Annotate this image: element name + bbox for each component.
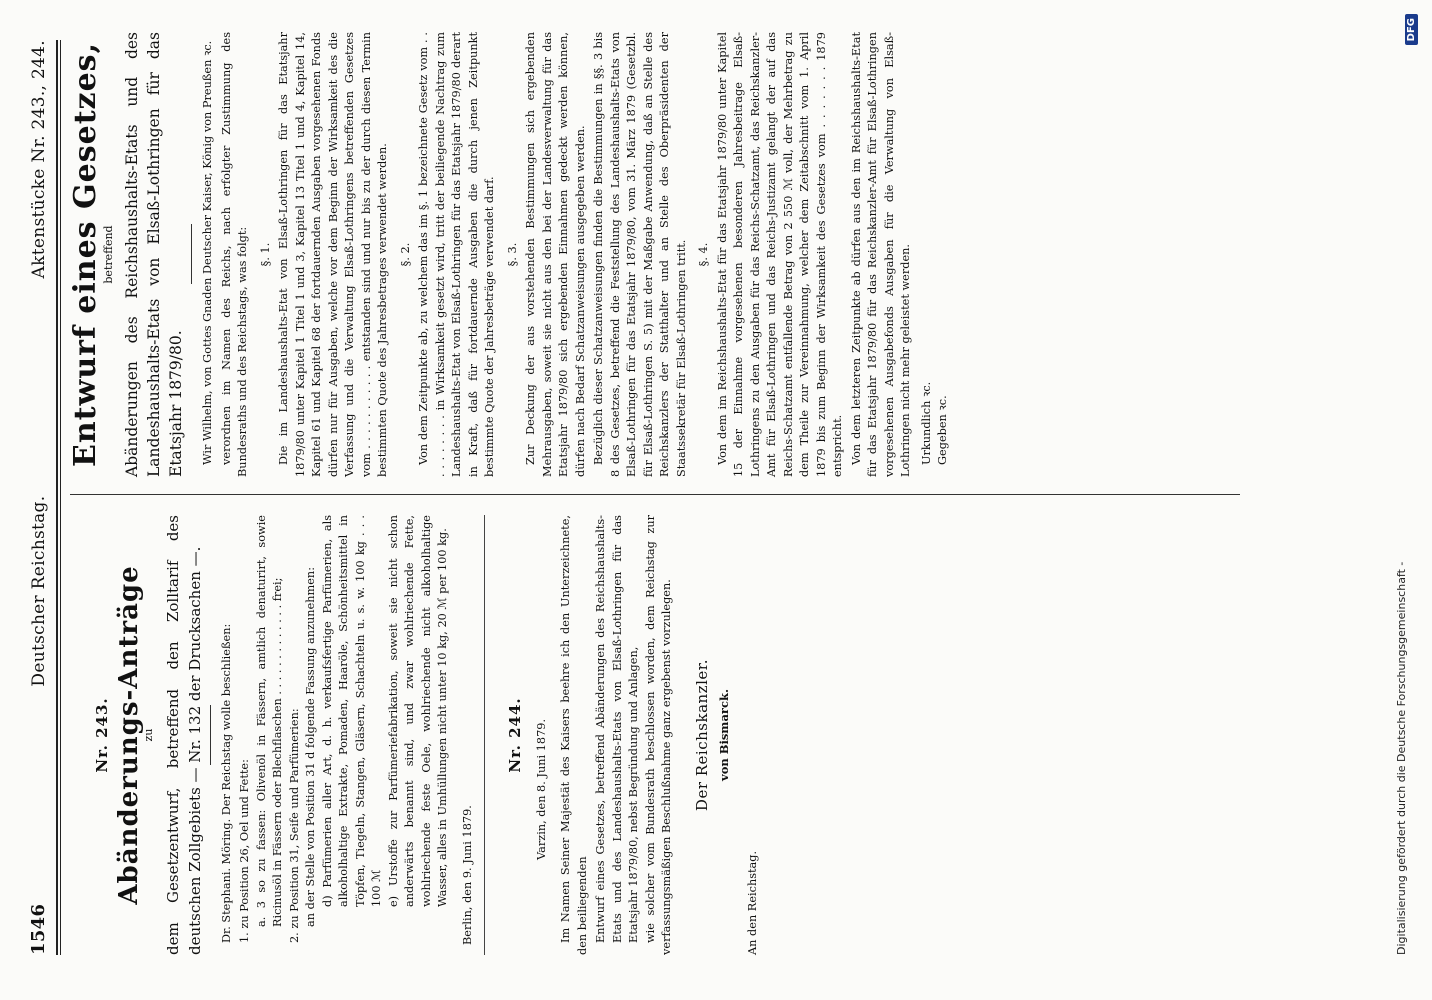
letter-paragraph-1: Im Namen Seiner Majestät des Kaisers beehre ich den Unterzeichnete, den beiliegenden	[559, 515, 589, 955]
section-1-text: Die im Landeshaushalts-Etat von Elsaß-Lothringen für das Etatsjahr 1879/80 unter Kapitel 1 Titel 1 und 3, Kapitel 13 Titel 1 und 4, Kapitel 14, Kapitel 61 und Kapitel 68 der fortdauernden Ausgaben vorgesehenen Fonds dürfen nur für Ausgaben, welche vor dem Beginn der Wirksamkeit des die Verfassung und die Verwaltung Elsaß-Lothringens betreffenden Gesetzes vom . . . . . . . . . . . entstanden sind und nur bis zu der durch diesen Termin bestimmten Quote des Jahresbetrages verwendet werden.	[277, 32, 389, 477]
page-number: 1546	[28, 903, 49, 955]
document-number-243: Nr. 243.	[93, 697, 111, 773]
letter-paragraph-3: wie solcher vom Bundesrath beschlossen worden, dem Reichstag zur verfassungsmäßigen Beschlußnahme ganz ergebenst vorzulegen.	[643, 515, 673, 955]
dfg-logo: DFG	[1405, 14, 1418, 45]
item-2d: d) Parfümerien aller Art, d. h. verkaufsfertige Parfümerien, als alkoholhaltige Extrakte, Pomaden, Haaröle, Schönheitsmittel in Töpfen, Tiegeln, Stangen, Gläsern, Schachteln u. s. w. 100 kg . . . 100 ℳ	[320, 515, 383, 907]
item-1a: a. 3 so zu fassen: Olivenöl in Fässern, amtlich denaturirt, sowie Ricinusöl in Fässern oder Blechflaschen . . . . . . . . . . . . . frei;	[254, 515, 284, 927]
wir-wilhelm: Wir Wilhelm, von Gottes Gnaden Deutscher Kaiser, König von Preußen ꝛc.	[201, 40, 214, 465]
signature-title: Der Reichskanzler.	[692, 658, 711, 812]
movers-paragraph: Dr. Stephani. Möring. Der Reichstag wolle beschließen:	[219, 623, 233, 943]
running-head	[28, 40, 49, 955]
document-number-244: Nr. 244.	[506, 697, 524, 773]
separator	[210, 705, 211, 765]
item-2-text: an der Stelle von Position 31 d folgende Fassung anzunehmen:	[304, 566, 317, 927]
draft-law-lead: Abänderungen des Reichshaushalts-Etats und des Landeshaushalts-Etats von Elsaß-Lothringen für das Etatsjahr 1879/80.	[123, 32, 185, 477]
closing-urkundlich: Urkundlich ꝛc.	[919, 381, 933, 465]
left-column	[72, 515, 771, 955]
section-4-text-1: Von dem im Reichshaushalts-Etat für das Etatsjahr 1879/80 unter Kapitel 15 der Einnahme vorgesehenen besonderen Jahresbeitrage Elsaß-Lothringens zu den Ausgaben für das Reichs-Schatzamt, das Reichskanzler-Amt für Elsaß-Lothringen und das Reichs-Justizamt gelangt der auf das Reichs-Schatzamt entfallende Betrag von 2 550 ℳ voll, der Mehrbetrag zu dem Theile zur Vereinnahmung, welcher dem Zeitabschnitt vom 1. April 1879 bis zum Beginn der Wirksamkeit des Gesetzes vom . . . . . . . 1879 entspricht.	[715, 32, 844, 477]
section-3-heading: §. 3.	[505, 242, 519, 267]
section-3-text-2: Bezüglich dieser Schatzanweisungen finden die Bestimmungen in §§. 3 bis 8 des Gesetzes, betreffend die Feststellung des Landeshaushalts-Etats von Elsaß-Lothringen für das Etatsjahr 1879/80, vom 31. März 1879 (Gesetzbl. für Elsaß-Lothringen S. 5) mit der Maßgabe Anwendung, daß an Stelle des Reichskanzlers der Statthalter und an Stelle des Oberpräsidenten der Staatssekretär für Elsaß-Lothringen tritt.	[592, 32, 688, 477]
dateline-varzin: Varzin, den 8. Juni 1879.	[534, 718, 548, 860]
item-2: 2. zu Position 31, Seife und Parfümerien:	[287, 708, 301, 943]
amendment-title: Abänderungs-Anträge	[113, 565, 144, 905]
addressee: An den Reichstag.	[745, 850, 759, 955]
section-3-text-1: Zur Deckung der aus vorstehenden Bestimmungen sich ergebenden Mehrausgaben, soweit sie nicht aus den bei der Landesverwaltung für das Etatsjahr 1879/80 sich ergebenden Einnahmen gedeckt werden können, dürfen nach Bedarf Schatzanweisungen ausgegeben werden.	[524, 32, 587, 477]
section-2-heading: §. 2.	[398, 242, 412, 267]
right-column	[68, 32, 952, 477]
digitization-note: Digitalisierung gefördert durch die Deutsche Forschungsgemeinschaft -	[1395, 561, 1408, 955]
column-divider	[70, 494, 1240, 495]
letter-paragraph-2: Entwurf eines Gesetzes, betreffend Abänderungen des Reichshaushalts-Etats und des Landeshaushalts-Etats von Elsaß-Lothringen für das Etatsjahr 1879/80, nebst Begründung und Anlagen,	[594, 515, 640, 943]
betreffend-label: betreffend	[101, 225, 115, 284]
publisher: Deutscher Reichstag.	[29, 495, 49, 687]
section-4-heading: §. 4.	[697, 242, 710, 267]
section-4-text-2: Von dem letzteren Zeitpunkte ab dürfen aus den im Reichshaushalts-Etat für das Etatsjahr 1879/80 für das Reichskanzler-Amt für Elsaß-Lothringen vorgesehenen Ausgabefonds Ausgaben für die Verwaltung von Elsaß-Lothringen nicht mehr geleistet werden.	[849, 32, 912, 477]
item-2e: e) Urstoffe zur Parfümeriefabrikation, soweit sie nicht schon anderwärts benannt sind, und zwar wohlriechende Fette, wohlriechende feste Oele, wohlriechende nicht alkoholhaltige Wasser, alles in Umhüllungen nicht unter 10 kg, 20 ℳ per 100 kg.	[386, 515, 449, 907]
draft-law-title: Entwurf eines Gesetzes,	[68, 41, 103, 468]
date-berlin: Berlin, den 9. Juni 1879.	[460, 805, 474, 945]
section-1-heading: §. 1.	[258, 242, 272, 267]
section-rule	[484, 515, 485, 955]
document-numbers: Aktenstücke Nr. 243., 244.	[29, 40, 49, 279]
amendment-lead: dem Gesetzentwurf, betreffend den Zolltarif des deutschen Zollgebiets — Nr. 132 der Drucksachen —.	[163, 515, 204, 955]
header-rule-thin	[60, 40, 61, 955]
separator-right	[191, 225, 192, 285]
header-rule	[56, 40, 58, 955]
signature-name: von Bismarck.	[717, 689, 731, 781]
zu-label: zu	[142, 728, 155, 742]
section-2-text: Von dem Zeitpunkte ab, zu welchem das im §. 1 bezeichnete Gesetz vom . . . . . . . . . . in Wirksamkeit gesetzt wird, tritt der beiliegende Nachtrag zum Landeshaushalts-Etat von Elsaß-Lothringen für das Etatsjahr 1879/80 derart in Kraft, daß für fortdauernde Ausgaben die durch jenen Zeitpunkt bestimmte Quote der Jahresbeträge verwendet darf.	[417, 32, 496, 477]
closing-gegeben: Gegeben ꝛc.	[936, 395, 949, 465]
closing-block	[919, 32, 952, 477]
item-1: 1. zu Position 26, Oel und Fette:	[238, 759, 251, 943]
verordnen-paragraph: verordnen im Namen des Reichs, nach erfolgter Zustimmung des Bundesraths und des Reichstags, was folgt:	[219, 32, 249, 477]
